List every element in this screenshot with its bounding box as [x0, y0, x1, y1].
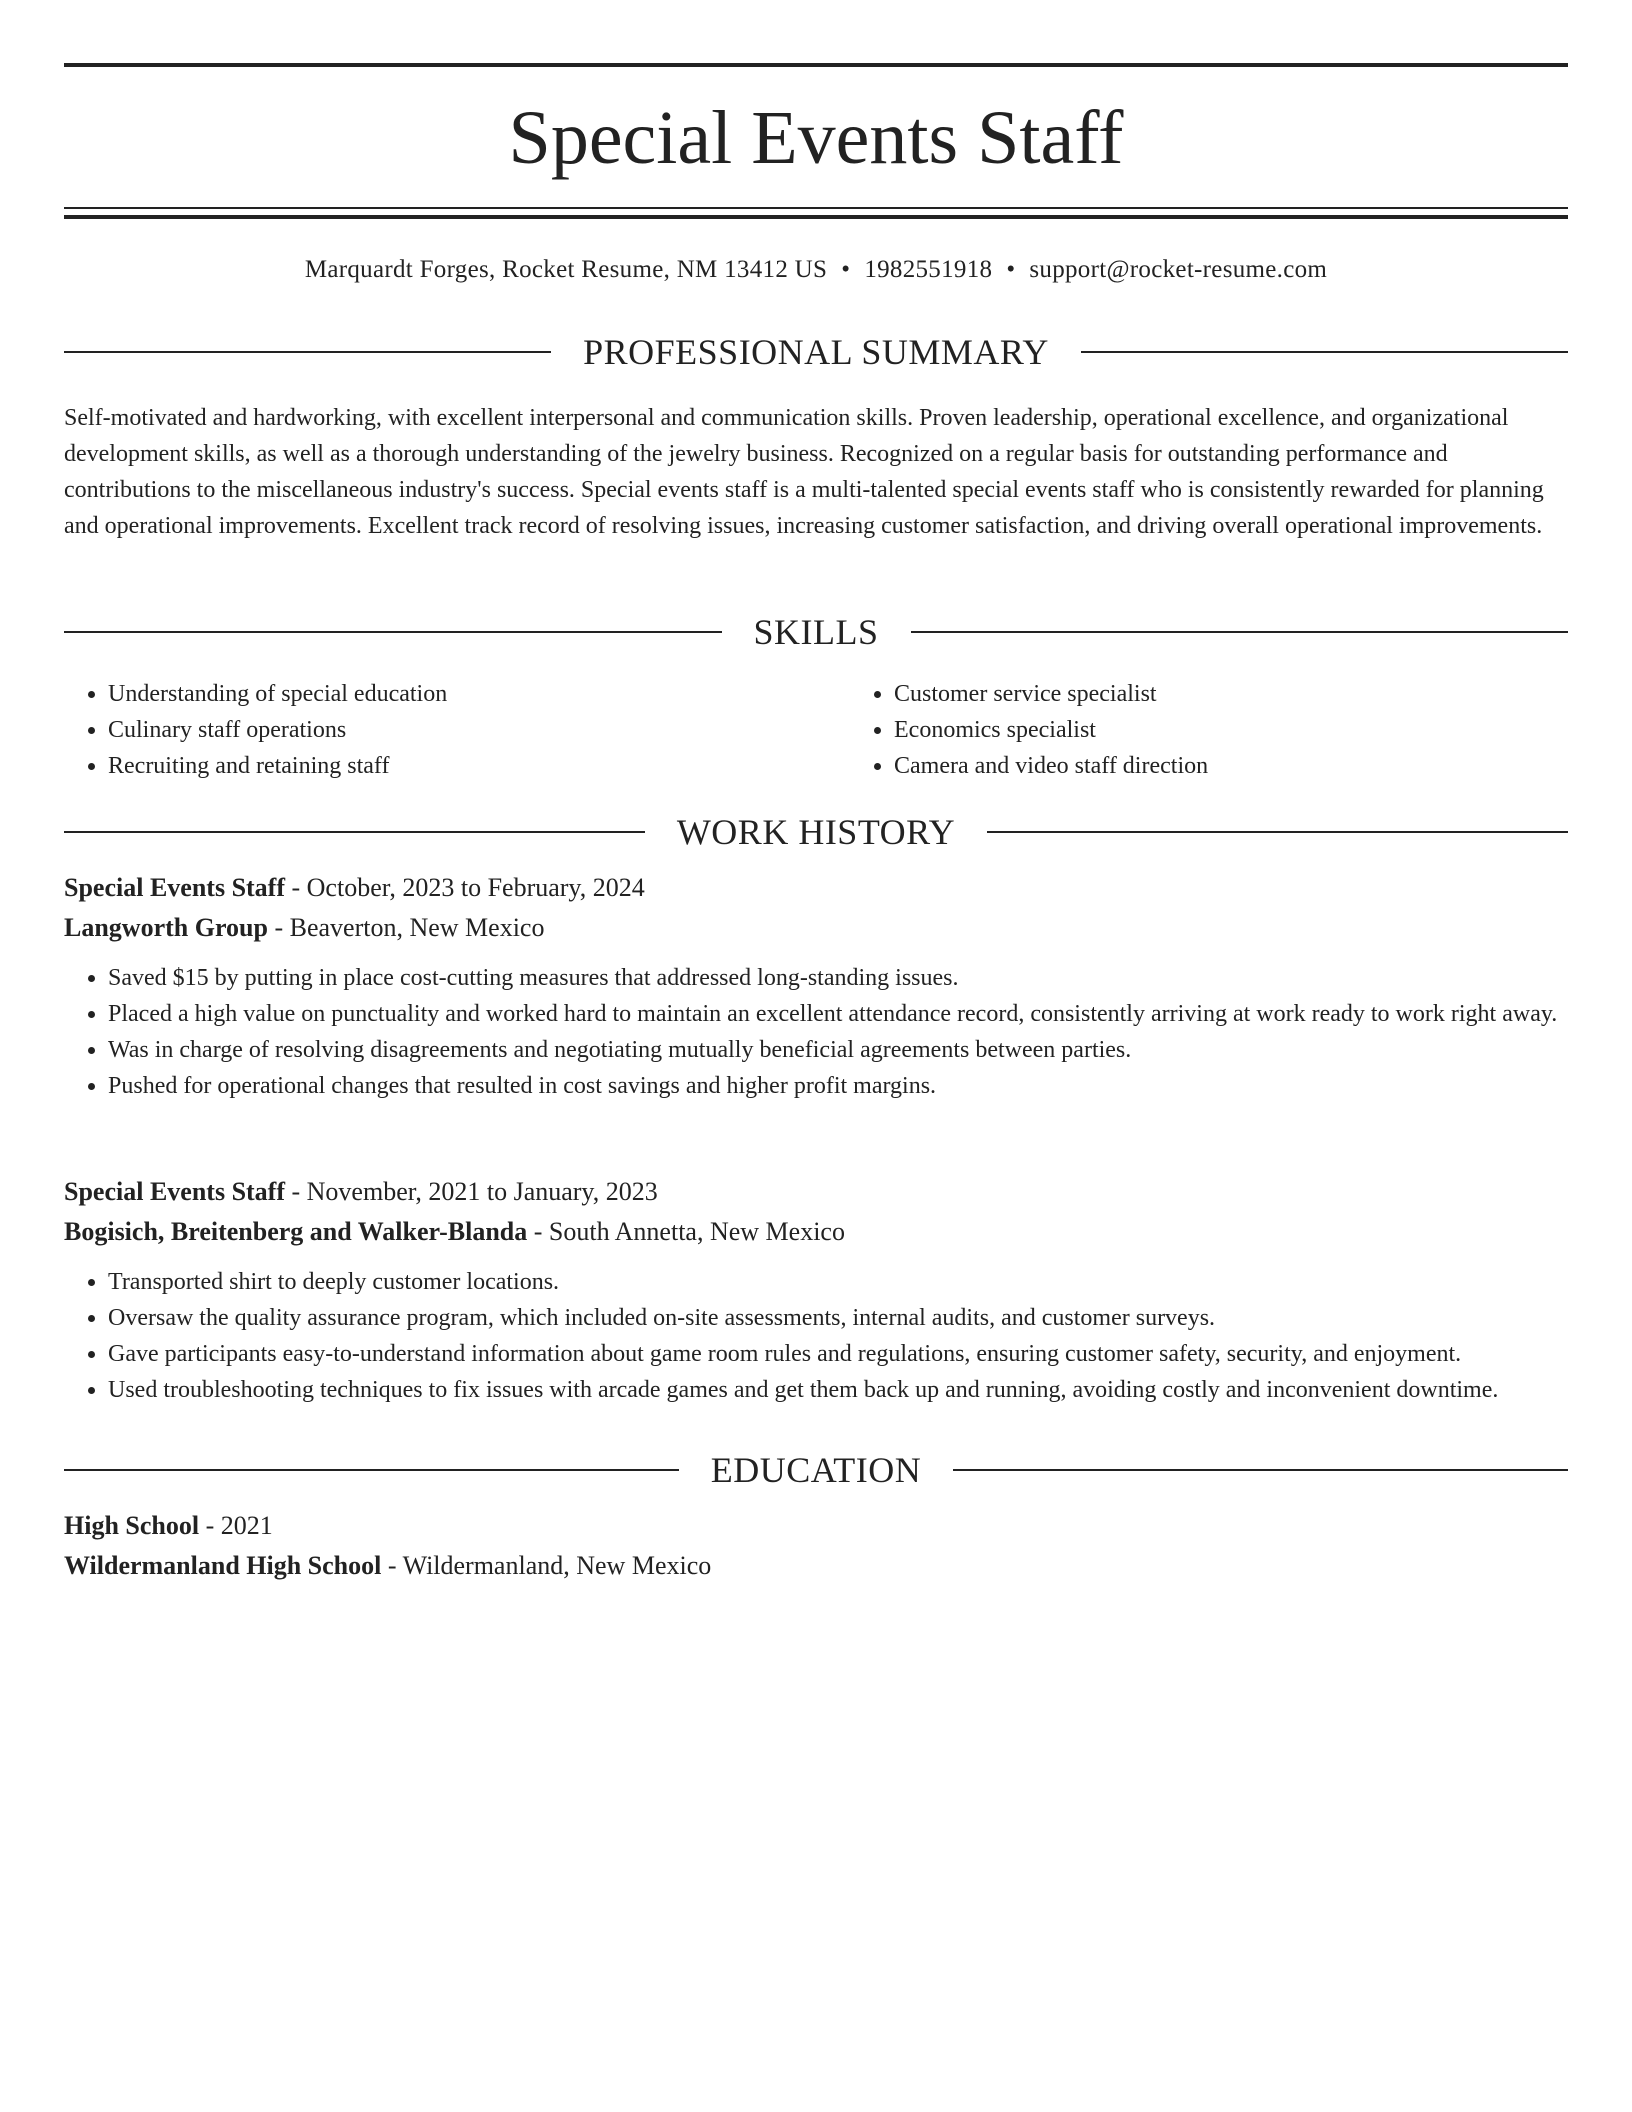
job-company: Langworth Group: [64, 913, 268, 942]
job-bullet: • Oversaw the quality assurance program, which included on-site assessments, internal audits, and customer surveys.: [108, 1300, 1568, 1336]
heading-rule-left: [64, 831, 645, 833]
job-company-line: [64, 908, 1568, 948]
heading-rule-left: [64, 631, 722, 633]
job-location: - South Annetta, New Mexico: [527, 1217, 845, 1246]
job-company: Bogisich, Breitenberg and Walker-Blanda: [64, 1217, 528, 1246]
job-bullets: [64, 1264, 1568, 1408]
skill-item: • Culinary staff operations: [108, 712, 850, 748]
contact-separator: •: [1006, 256, 1016, 283]
job-entry: [64, 868, 1568, 1104]
skills-section-heading: [64, 610, 1568, 654]
education-school: Wildermanland High School: [64, 1551, 382, 1580]
job-bullet: • Pushed for operational changes that resulted in cost savings and higher profit margins.: [108, 1068, 1568, 1104]
job-bullet: • Saved $15 by putting in place cost-cutting measures that addressed long-standing issues.: [108, 960, 1568, 996]
skills-column-right: [850, 676, 1632, 784]
skill-item: • Understanding of special education: [108, 676, 850, 712]
job-bullet: • Placed a high value on punctuality and worked hard to maintain an excellent attendance record, consistently arriving at work ready to work right away.: [108, 996, 1568, 1032]
education-heading: EDUCATION: [710, 1450, 922, 1490]
header-rule-thick: [64, 215, 1568, 219]
contact-email[interactable]: support@rocket-resume.com: [1029, 256, 1328, 283]
job-bullet: • Gave participants easy-to-understand information about game room rules and regulations, ensuring customer safety, security, and enjoyment.: [108, 1336, 1568, 1372]
education-year: - 2021: [199, 1511, 273, 1540]
job-title-line: [64, 868, 1568, 908]
heading-rule-right: [911, 631, 1569, 633]
work-section-heading: [64, 810, 1568, 854]
job-company-line: [64, 1212, 1568, 1252]
skill-item: • Recruiting and retaining staff: [108, 748, 850, 784]
job-entry: [64, 1172, 1568, 1408]
job-bullets: [64, 960, 1568, 1104]
education-entry: [64, 1506, 1568, 1586]
heading-rule-left: [64, 1469, 679, 1471]
contact-line: [64, 254, 1568, 286]
summary-section-heading: [64, 330, 1568, 374]
education-school-line: [64, 1546, 1568, 1586]
contact-address: Marquardt Forges, Rocket Resume, NM 13412 US: [304, 256, 828, 283]
skills-list: [64, 676, 1568, 784]
skill-item: • Economics specialist: [894, 712, 1632, 748]
heading-rule-left: [64, 351, 551, 353]
job-bullet: • Used troubleshooting techniques to fix issues with arcade games and get them back up and running, avoiding costly and inconvenient downtime.: [108, 1372, 1568, 1408]
job-bullet: • Was in charge of resolving disagreements and negotiating mutually beneficial agreements between parties.: [108, 1032, 1568, 1068]
candidate-name: Special Events Staff: [508, 96, 1124, 180]
education-location: - Wildermanland, New Mexico: [381, 1551, 712, 1580]
job-location: - Beaverton, New Mexico: [267, 913, 545, 942]
skill-item: • Customer service specialist: [894, 676, 1632, 712]
top-rule: [64, 63, 1568, 67]
skills-column-left: [64, 676, 850, 784]
summary-heading: PROFESSIONAL SUMMARY: [583, 332, 1049, 372]
skill-item: • Camera and video staff direction: [894, 748, 1632, 784]
skills-heading: SKILLS: [753, 612, 879, 652]
job-dates: - October, 2023 to February, 2024: [285, 873, 645, 902]
education-degree-line: [64, 1506, 1568, 1546]
summary-text: Self-motivated and hardworking, with excellent interpersonal and communication skills. Proven leadership, operational excellence, and organizational development skills, as well as a thorough understanding of the jewelry business. Recognized on a regular basis for outstanding performance and contributions to the miscellaneous industry's success. Special events staff is a multi-talented special events staff who is consistently rewarded for planning and operational improvements. Excellent track record of resolving issues, increasing customer satisfaction, and driving overall operational improvements.: [64, 405, 1544, 539]
heading-rule-right: [1081, 351, 1568, 353]
education-section-heading: [64, 1448, 1568, 1492]
job-dates: - November, 2021 to January, 2023: [285, 1177, 658, 1206]
job-bullet: • Transported shirt to deeply customer locations.: [108, 1264, 1568, 1300]
work-heading: WORK HISTORY: [676, 812, 956, 852]
header-rule-thin: [64, 207, 1568, 209]
contact-phone[interactable]: 1982551918: [864, 256, 993, 283]
job-title-line: [64, 1172, 1568, 1212]
education-degree: High School: [64, 1511, 200, 1540]
contact-separator: •: [841, 256, 851, 283]
heading-rule-right: [987, 831, 1568, 833]
heading-rule-right: [953, 1469, 1568, 1471]
job-title: Special Events Staff: [64, 1177, 285, 1206]
job-title: Special Events Staff: [64, 873, 285, 902]
